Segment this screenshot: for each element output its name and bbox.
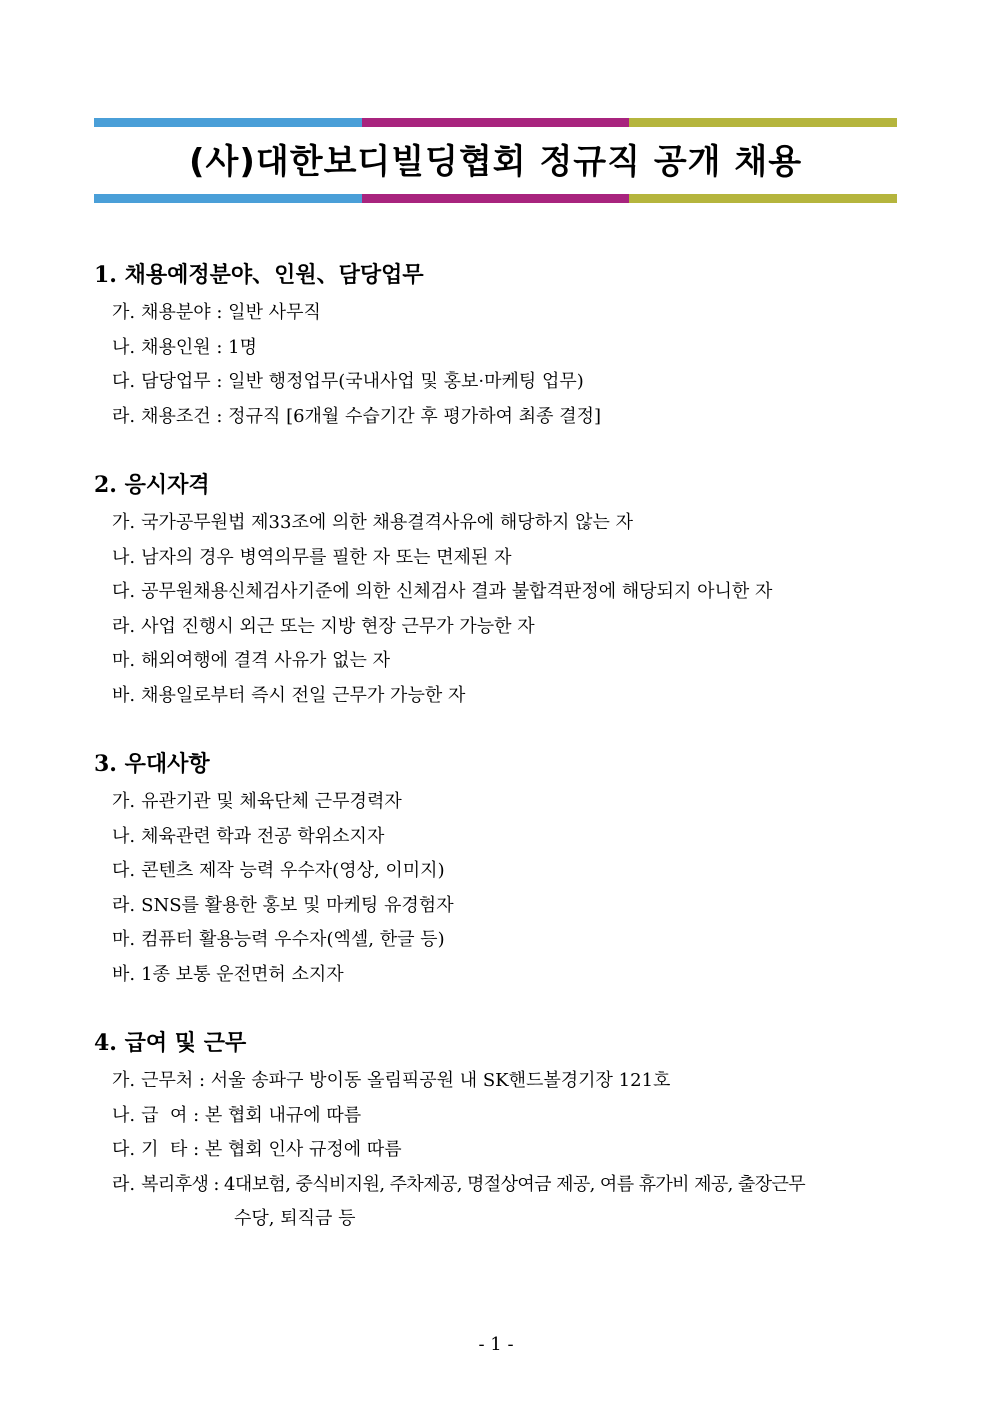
page-number: - 1 - <box>478 1334 514 1355</box>
item-label: 나. <box>112 546 136 568</box>
list-item-continuation <box>94 1202 904 1237</box>
section-heading: 4. 급여 및 근무 <box>94 1030 247 1056</box>
section-recruitment-field <box>94 258 904 434</box>
item-label: 가. <box>112 1070 136 1091</box>
list-item <box>94 1133 904 1168</box>
item-text: 복리후생 : 4대보험, 중식비지원, 주차제공, 명절상여금 제공, 여름 휴가비 제공, 출장근무 <box>141 1173 806 1195</box>
section-heading: 1. 채용예정분야、인원、담당업무 <box>94 262 424 288</box>
item-text: 근무처 : 서울 송파구 방이동 올림픽공원 내 SK핸드볼경기장 121호 <box>141 1070 671 1091</box>
section-qualifications <box>94 468 904 713</box>
section-heading: 2. 응시자격 <box>94 472 210 498</box>
item-text: 해외여행에 결격 사유가 없는 자 <box>141 650 391 671</box>
list-item <box>94 1099 904 1134</box>
item-label: 나. <box>112 336 136 358</box>
item-label: 라. <box>112 405 136 427</box>
list-item <box>94 923 904 958</box>
item-text: 담당업무 : 일반 행정업무(국내사업 및 홍보·마케팅 업무) <box>141 371 584 392</box>
list-item <box>94 854 904 889</box>
item-label: 가. <box>112 512 136 533</box>
item-text: 채용조건 : 정규직 [6개월 수습기간 후 평가하여 최종 결정] <box>141 405 601 427</box>
bar-segment-olive <box>629 118 897 127</box>
item-label: 다. <box>112 581 136 602</box>
section-preferences <box>94 747 904 992</box>
list-item <box>94 575 904 610</box>
item-text: 컴퓨터 활용능력 우수자(엑셀, 한글 등) <box>141 929 445 950</box>
list-item <box>94 785 904 820</box>
item-text: SNS를 활용한 홍보 및 마케팅 유경험자 <box>141 894 454 916</box>
item-label: 마. <box>112 650 136 671</box>
item-text: 국가공무원법 제33조에 의한 채용결격사유에 해당하지 않는 자 <box>141 512 634 533</box>
item-text: 유관기관 및 체육단체 근무경력자 <box>141 791 402 812</box>
list-item <box>94 400 904 435</box>
item-text-continuation: 수당, 퇴직금 등 <box>234 1208 356 1229</box>
item-text: 사업 진행시 외근 또는 지방 현장 근무가 가능한 자 <box>141 615 535 637</box>
list-item <box>94 506 904 541</box>
top-color-bar <box>94 118 897 127</box>
bar-segment-magenta <box>362 194 630 203</box>
bottom-color-bar <box>94 194 897 203</box>
bar-segment-blue <box>94 194 362 203</box>
section-heading: 3. 우대사항 <box>94 751 210 777</box>
item-text: 체육관련 학과 전공 학위소지자 <box>141 825 385 847</box>
item-label: 바. <box>112 684 136 706</box>
item-text: 콘텐츠 제작 능력 우수자(영상, 이미지) <box>141 860 445 881</box>
list-item <box>94 958 904 993</box>
list-item <box>94 610 904 645</box>
item-text: 기 타 : 본 협회 인사 규정에 따름 <box>141 1139 402 1160</box>
list-item <box>94 1064 904 1099</box>
item-text: 채용일로부터 즉시 전일 근무가 가능한 자 <box>141 684 466 706</box>
item-label: 라. <box>112 615 136 637</box>
item-label: 라. <box>112 894 136 916</box>
document-body <box>94 258 904 1271</box>
page-title: (사)대한보디빌딩협회 정규직 공개 채용 <box>188 142 803 182</box>
bar-segment-blue <box>94 118 362 127</box>
item-label: 마. <box>112 929 136 950</box>
item-label: 바. <box>112 963 136 985</box>
list-item <box>94 1168 904 1203</box>
item-label: 가. <box>112 302 136 323</box>
item-label: 다. <box>112 1139 136 1160</box>
list-item <box>94 331 904 366</box>
item-label: 나. <box>112 1104 136 1126</box>
item-text: 급 여 : 본 협회 내규에 따름 <box>141 1104 362 1126</box>
bar-segment-magenta <box>362 118 630 127</box>
list-item <box>94 365 904 400</box>
item-text: 1종 보통 운전면허 소지자 <box>141 963 344 985</box>
list-item <box>94 820 904 855</box>
bar-segment-olive <box>629 194 897 203</box>
item-label: 라. <box>112 1173 136 1195</box>
list-item <box>94 679 904 714</box>
item-text: 남자의 경우 병역의무를 필한 자 또는 면제된 자 <box>141 546 512 568</box>
list-item <box>94 889 904 924</box>
section-salary-work <box>94 1026 904 1237</box>
item-text: 채용인원 : 1명 <box>141 336 258 358</box>
item-label: 나. <box>112 825 136 847</box>
item-label: 가. <box>112 791 136 812</box>
list-item <box>94 644 904 679</box>
item-label: 다. <box>112 860 136 881</box>
item-label: 다. <box>112 371 136 392</box>
item-text: 채용분야 : 일반 사무직 <box>141 302 321 323</box>
list-item <box>94 541 904 576</box>
list-item <box>94 296 904 331</box>
item-text: 공무원채용신체검사기준에 의한 신체검사 결과 불합격판정에 해당되지 아니한 자 <box>141 581 773 602</box>
